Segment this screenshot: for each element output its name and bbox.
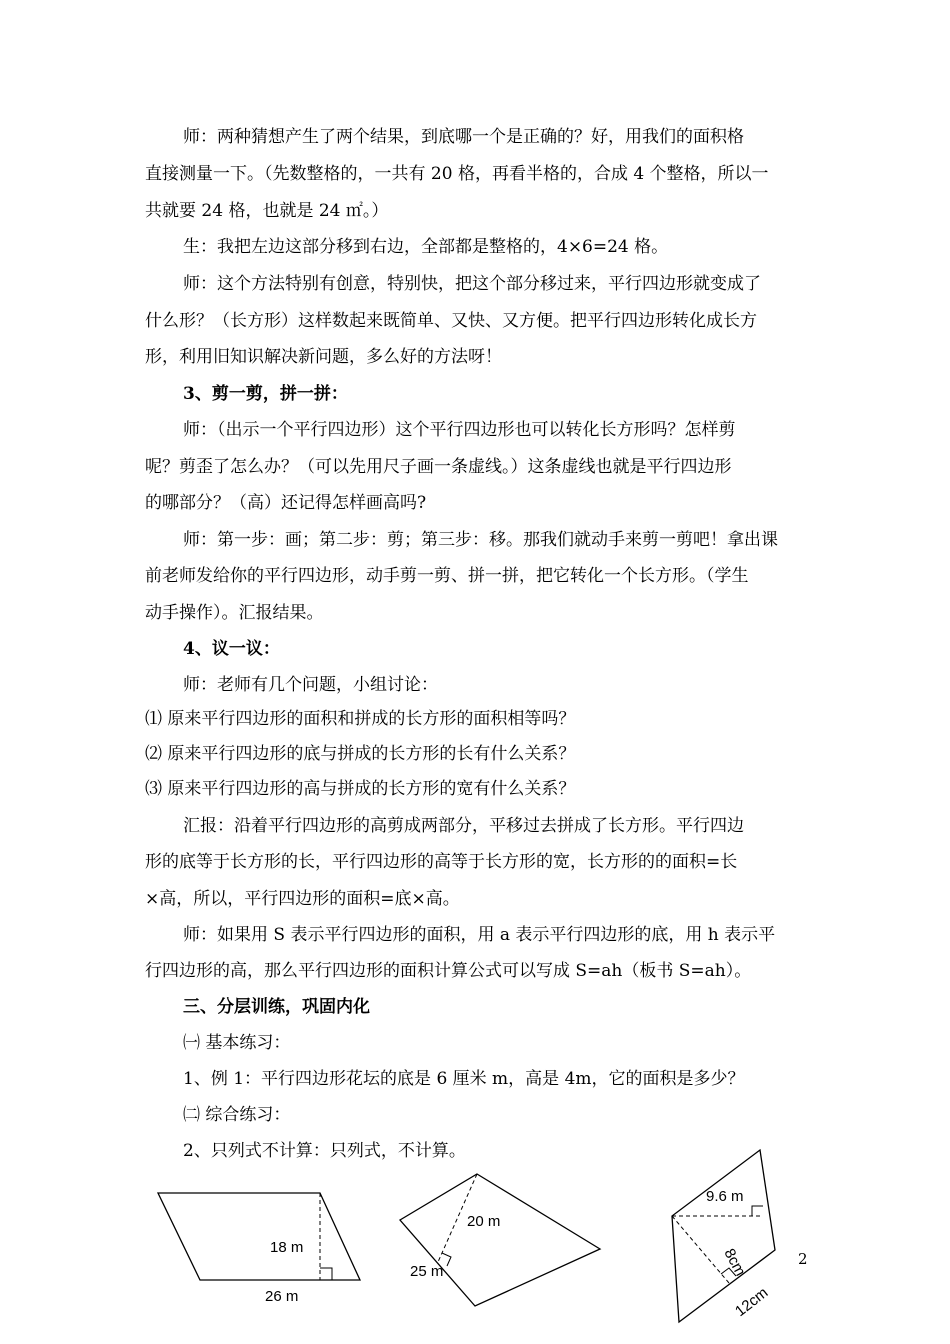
paragraph-line: 什么形？（长方形）这样数起来既简单、又快、又方便。把平行四边形转化成长方: [145, 311, 757, 331]
parallelogram-figure-2: [400, 1174, 600, 1306]
height-label: 20 m: [467, 1213, 501, 1230]
right-angle-mark: [320, 1268, 332, 1280]
paragraph-line: 师：这个方法特别有创意，特别快，把这个部分移过来，平行四边形就变成了: [183, 274, 761, 294]
right-angle-mark: [752, 1206, 763, 1216]
paragraph-line: 师：老师有几个问题，小组讨论：: [183, 675, 438, 695]
paragraph-line: 前老师发给你的平行四边形，动手剪一剪、拼一拼，把它转化一个长方形。（学生: [145, 566, 749, 586]
parallelogram-figure-1: [158, 1193, 360, 1305]
section-heading: 三、分层训练，巩固内化: [183, 997, 370, 1017]
paragraph-line: ×高，所以，平行四边形的面积=底×高。: [145, 889, 460, 909]
side-label: 12cm: [731, 1284, 772, 1321]
top-label: 9.6 m: [706, 1188, 744, 1205]
paragraph-line: 的哪部分？（高）还记得怎样画高吗?: [145, 493, 427, 513]
height-dashed-line-2: [672, 1216, 729, 1283]
paragraph-line: 动手操作）。汇报结果。: [145, 603, 324, 623]
paragraph-line: ㈠ 基本练习：: [183, 1033, 291, 1053]
question-item: ⑶ 原来平行四边形的高与拼成的长方形的宽有什么关系？: [145, 779, 576, 799]
section-heading: 4、议一议：: [183, 639, 280, 659]
paragraph-line: 汇报：沿着平行四边形的高剪成两部分，平移过去拼成了长方形。平行四边: [183, 816, 744, 836]
base-label: 25 m: [410, 1263, 444, 1280]
paragraph-line: 形的底等于长方形的长，平行四边形的高等于长方形的宽，长方形的的面积=长: [145, 852, 738, 872]
paragraph-line: 共就要 24 格，也就是 24 ㎡。）: [145, 201, 389, 221]
paragraph-line: 行四边形的高，那么平行四边形的面积计算公式可以写成 S=ah（板书 S=ah）。: [145, 961, 752, 981]
paragraph-line: 师：（出示一个平行四边形）这个平行四边形也可以转化长方形吗？怎样剪: [183, 420, 736, 440]
paragraph-line: 直接测量一下。（先数整格的，一共有 20 格，再看半格的，合成 4 个整格，所以一: [145, 164, 769, 184]
paragraph-line: ㈡ 综合练习：: [183, 1105, 291, 1125]
parallelogram-figure-3: [672, 1150, 775, 1322]
question-item: ⑵ 原来平行四边形的底与拼成的长方形的长有什么关系？: [145, 744, 576, 764]
paragraph-line: 2、只列式不计算：只列式，不计算。: [183, 1141, 466, 1161]
paragraph-line: 生：我把左边这部分移到右边，全部都是整格的，4×6=24 格。: [183, 237, 669, 257]
paragraph-line: 师：如果用 S 表示平行四边形的面积，用 a 表示平行四边形的底，用 h 表示平: [183, 925, 776, 945]
paragraph-line: 1、例 1：平行四边形花坛的底是 6 厘米 m，高是 4m，它的面积是多少？: [183, 1069, 745, 1089]
paragraph-line: 形，利用旧知识解决新问题，多么好的方法呀！: [145, 347, 502, 367]
base-label: 26 m: [265, 1288, 299, 1305]
paragraph-line: 师：第一步：画；第二步：剪；第三步：移。那我们就动手来剪一剪吧！拿出课: [183, 530, 778, 550]
section-heading: 3、剪一剪，拼一拼：: [183, 384, 348, 404]
paragraph-line: 师：两种猜想产生了两个结果，到底哪一个是正确的？好，用我们的面积格: [183, 127, 744, 147]
page-number: 2: [798, 1250, 808, 1268]
height-label: 18 m: [270, 1239, 304, 1256]
question-item: ⑴ 原来平行四边形的面积和拼成的长方形的面积相等吗？: [145, 709, 576, 729]
height-label: 8cm: [720, 1245, 749, 1279]
paragraph-line: 呢？剪歪了怎么办？（可以先用尺子画一条虚线。）这条虚线也就是平行四边形: [145, 457, 732, 477]
